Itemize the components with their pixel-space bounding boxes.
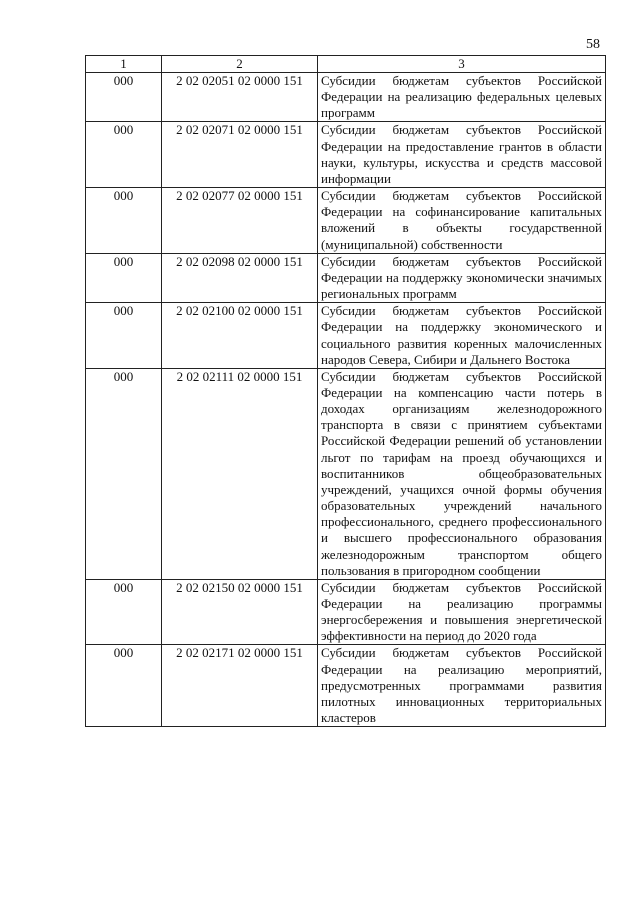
table-row [86,368,606,579]
budget-classification-table [85,55,606,727]
table-row [86,188,606,254]
header-col-1: 1 [86,56,162,73]
admin-code-cell: 000 [86,645,162,727]
revenue-code-cell: 2 02 02071 02 0000 151 [162,122,318,188]
admin-code-cell: 000 [86,188,162,254]
table-row [86,579,606,645]
revenue-code-cell: 2 02 02051 02 0000 151 [162,73,318,122]
revenue-name-cell: Субсидии бюджетам субъектов Российской Федерации на поддержку экономического и социального развития коренных малочисленных народов Севера, Сибири и Дальнего Востока [318,303,606,369]
revenue-code-cell: 2 02 02098 02 0000 151 [162,253,318,302]
page-number: 58 [586,37,600,52]
table-row [86,73,606,122]
table-row [86,253,606,302]
revenue-code-cell: 2 02 02150 02 0000 151 [162,579,318,645]
admin-code-cell: 000 [86,73,162,122]
revenue-code-cell: 2 02 02111 02 0000 151 [162,368,318,579]
table-row [86,122,606,188]
admin-code-cell: 000 [86,253,162,302]
revenue-code-cell: 2 02 02171 02 0000 151 [162,645,318,727]
table-row [86,645,606,727]
admin-code-cell: 000 [86,122,162,188]
admin-code-cell: 000 [86,368,162,579]
admin-code-cell: 000 [86,303,162,369]
admin-code-cell: 000 [86,579,162,645]
header-col-2: 2 [162,56,318,73]
table-row [86,303,606,369]
revenue-name-cell: Субсидии бюджетам субъектов Российской Федерации на софинансирование капитальных вложений в объекты государственной (муниципальной) собственности [318,188,606,254]
revenue-name-cell: Субсидии бюджетам субъектов Российской Федерации на реализацию мероприятий, предусмотренных программами развития пилотных инновационных территориальных кластеров [318,645,606,727]
revenue-name-cell: Субсидии бюджетам субъектов Российской Федерации на поддержку экономически значимых региональных программ [318,253,606,302]
revenue-code-cell: 2 02 02100 02 0000 151 [162,303,318,369]
revenue-name-cell: Субсидии бюджетам субъектов Российской Федерации на реализацию программы энергосбережения и повышения энергетической эффективности на период до 2020 года [318,579,606,645]
revenue-name-cell: Субсидии бюджетам субъектов Российской Федерации на компенсацию части потерь в доходах организациям железнодорожного транспорта в связи с принятием субъектами Российской Федерации решений об установлении льгот по тарифам на проезд обучающихся и воспитанников общеобразовательных учреждений, учащихся очной формы обучения образовательных учреждений начального профессионального, среднего профессионального и высшего профессионального образования железнодорожным транспортом общего пользования в пригородном сообщении [318,368,606,579]
revenue-code-cell: 2 02 02077 02 0000 151 [162,188,318,254]
header-col-3: 3 [318,56,606,73]
table-header-row [86,56,606,73]
revenue-name-cell: Субсидии бюджетам субъектов Российской Федерации на реализацию федеральных целевых программ [318,73,606,122]
revenue-name-cell: Субсидии бюджетам субъектов Российской Федерации на предоставление грантов в области науки, культуры, искусства и средств массовой информации [318,122,606,188]
